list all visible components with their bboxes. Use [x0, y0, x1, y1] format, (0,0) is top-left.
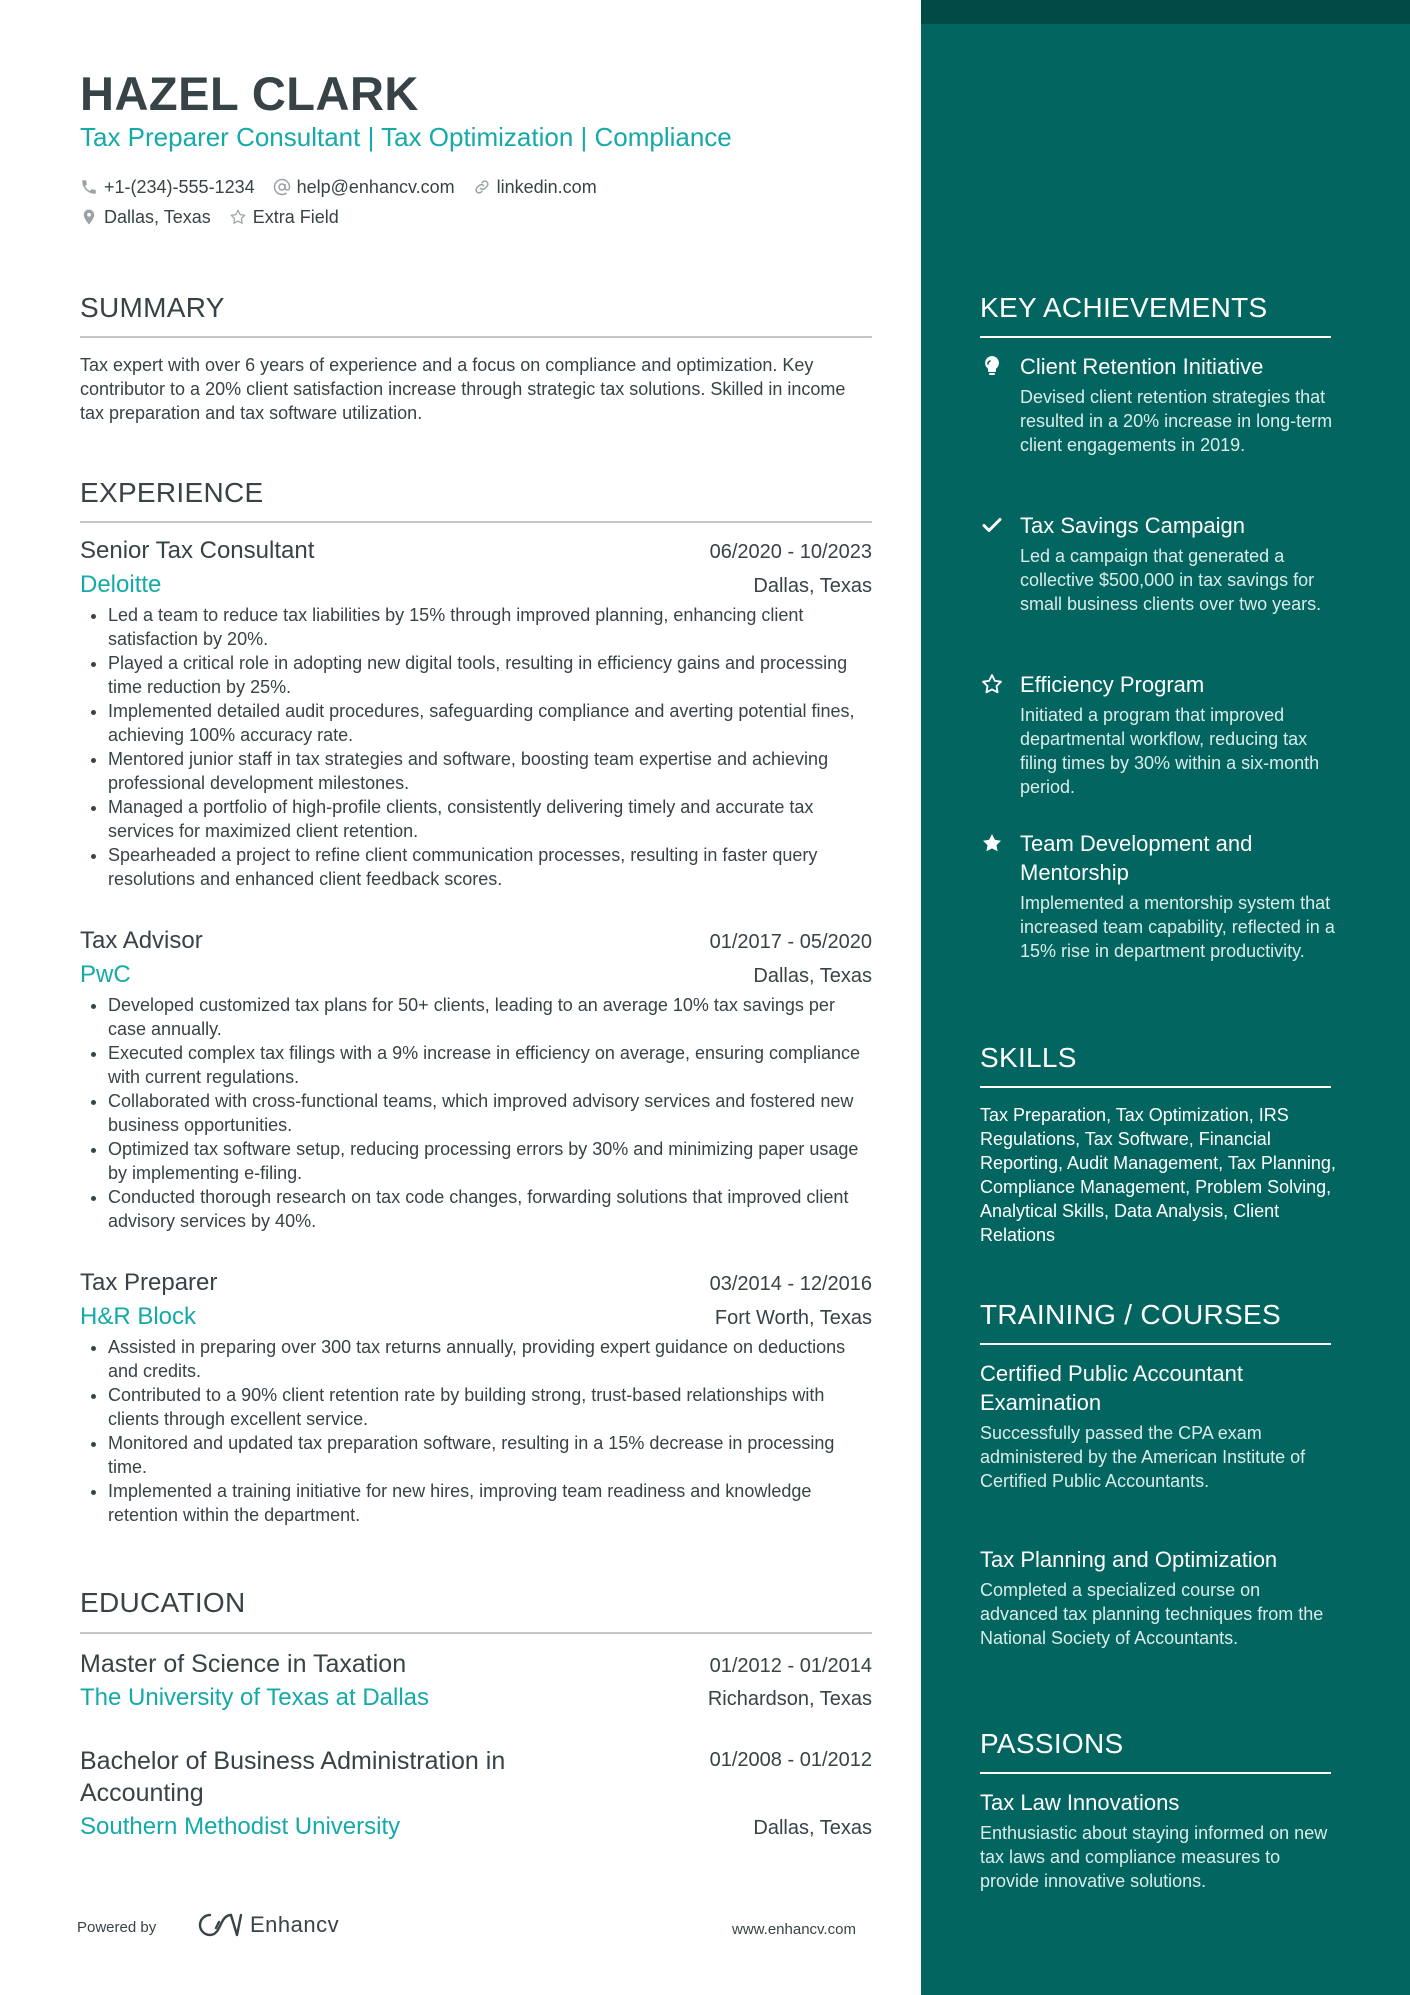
job-dates: 06/2020 - 10/2023	[709, 541, 872, 563]
skills-heading: SKILLS	[980, 1042, 1077, 1073]
course-item	[980, 1359, 1340, 1493]
extra-text: Extra Field	[252, 206, 339, 227]
achievement-item	[980, 670, 1340, 799]
job-bullet: • Executed complex tax filings with a 9% increase in efficiency on average, ensuring compliance with current regulations.	[108, 1041, 872, 1089]
achievement-title: Team Development and Mentorship	[1020, 831, 1253, 885]
enhancv-logo-icon	[196, 1912, 242, 1938]
enhancv-brand-text: Enhancv	[250, 1912, 340, 1937]
education-location: Richardson, Texas	[707, 1688, 872, 1710]
job-company: PwC	[80, 961, 131, 988]
achievement-item	[980, 511, 1340, 616]
achievements-divider	[980, 336, 1331, 338]
achievement-item	[980, 352, 1340, 457]
achievement-title: Efficiency Program	[1020, 672, 1205, 697]
lightbulb-icon	[980, 354, 1004, 378]
linkedin-text: linkedin.com	[496, 176, 597, 197]
job-company: H&R Block	[80, 1303, 197, 1330]
training-divider	[980, 1343, 1331, 1345]
school-name: Southern Methodist University	[80, 1813, 401, 1840]
job-bullets	[80, 1335, 872, 1527]
at-icon	[273, 178, 291, 196]
job-bullet: • Implemented a training initiative for new hires, improving team readiness and knowledge retention within the department.	[108, 1479, 872, 1527]
contact-extra	[229, 207, 339, 228]
enhancv-logo[interactable]	[196, 1912, 339, 1938]
achievements-heading: KEY ACHIEVEMENTS	[980, 292, 1268, 323]
education-entry	[80, 1745, 872, 1841]
achievement-desc: Devised client retention strategies that resulted in a 20% increase in long-term client engagements in 2019.	[1020, 387, 1333, 455]
sidebar-top-band	[921, 0, 1410, 24]
job-bullet: • Contributed to a 90% client retention rate by building strong, trust-based relationships with clients through excellent service.	[108, 1383, 872, 1431]
candidate-name: HAZEL CLARK	[80, 67, 419, 120]
job-bullet: • Assisted in preparing over 300 tax returns annually, providing expert guidance on deductions and credits.	[108, 1335, 872, 1383]
job-bullet: • Implemented detailed audit procedures, safeguarding compliance and averting potential fines, achieving 100% accuracy rate.	[108, 699, 872, 747]
email-text: help@enhancv.com	[296, 176, 455, 197]
job-bullet: • Conducted thorough research on tax code changes, forwarding solutions that improved client advisory services by 40%.	[108, 1185, 872, 1233]
job-entry	[80, 1269, 872, 1527]
passion-desc: Enthusiastic about staying informed on new tax laws and compliance measures to provide innovative solutions.	[980, 1823, 1328, 1891]
job-bullet: • Played a critical role in adopting new digital tools, resulting in efficiency gains and processing time reduction by 25%.	[108, 651, 872, 699]
star-outline-icon	[980, 672, 1004, 696]
job-bullet: • Spearheaded a project to refine client communication processes, resulting in faster query resolutions and enhanced client feedback scores.	[108, 843, 872, 891]
job-dates: 03/2014 - 12/2016	[709, 1273, 872, 1295]
phone-text: +1-(234)-555-1234	[104, 176, 255, 197]
experience-divider	[80, 521, 872, 523]
skills-divider	[980, 1086, 1331, 1088]
education-heading: EDUCATION	[80, 1587, 246, 1618]
job-location: Dallas, Texas	[753, 575, 872, 597]
degree-title: Bachelor of Business Administration in Accounting	[80, 1747, 506, 1807]
phone-icon	[80, 178, 98, 196]
job-title: Senior Tax Consultant	[80, 537, 315, 564]
job-bullets	[80, 603, 872, 891]
passion-item	[980, 1788, 1340, 1893]
contact-info	[80, 172, 900, 232]
job-title: Tax Advisor	[80, 927, 203, 954]
star-filled-icon	[980, 831, 1004, 855]
job-bullet: • Led a team to reduce tax liabilities by 15% through improved planning, enhancing client satisfaction by 20%.	[108, 603, 872, 651]
powered-by-label: Powered by	[77, 1919, 157, 1936]
achievement-desc: Implemented a mentorship system that increased team capability, reflected in a 15% rise in department productivity.	[1020, 893, 1335, 961]
achievement-desc: Initiated a program that improved departmental workflow, reducing tax filing times by 30% within a six-month period.	[1020, 705, 1320, 797]
course-title: Certified Public Accountant Examination	[980, 1361, 1243, 1415]
link-icon	[473, 178, 491, 196]
contact-phone[interactable]	[80, 177, 255, 198]
training-heading: TRAINING / COURSES	[980, 1299, 1281, 1330]
skills-list: Tax Preparation, Tax Optimization, IRS Regulations, Tax Software, Financial Reporting, Audit Management, Tax Planning, Compliance Management, Problem Solving, Analytical Skills, Data Analysis, Client Relations	[980, 1105, 1336, 1245]
summary-heading: SUMMARY	[80, 292, 225, 323]
candidate-headline: Tax Preparer Consultant | Tax Optimization | Compliance	[80, 122, 732, 152]
summary-divider	[80, 336, 872, 338]
education-divider	[80, 1632, 872, 1634]
summary-text: Tax expert with over 6 years of experience and a focus on compliance and optimization. Key contributor to a 20% client satisfaction increase through strategic tax solutions. Skilled in income tax preparation and tax software utilization.	[80, 355, 846, 423]
job-bullet: • Managed a portfolio of high-profile clients, consistently delivering timely and accurate tax services for maximized client retention.	[108, 795, 872, 843]
passions-heading: PASSIONS	[980, 1728, 1124, 1759]
achievement-title: Client Retention Initiative	[1020, 354, 1264, 379]
achievement-desc: Led a campaign that generated a collective $500,000 in tax savings for small business clients over two years.	[1020, 546, 1322, 614]
job-bullet: • Optimized tax software setup, reducing processing errors by 30% and minimizing paper usage by implementing e-filing.	[108, 1137, 872, 1185]
job-bullet: • Monitored and updated tax preparation software, resulting in a 15% decrease in processing time.	[108, 1431, 872, 1479]
achievement-item	[980, 829, 1340, 963]
star-icon	[229, 208, 247, 226]
job-location: Dallas, Texas	[753, 965, 872, 987]
course-desc: Completed a specialized course on advanced tax planning techniques from the National Society of Accountants.	[980, 1580, 1324, 1648]
location-pin-icon	[80, 208, 98, 226]
job-bullet: • Developed customized tax plans for 50+ clients, leading to an average 10% tax savings per case annually.	[108, 993, 872, 1041]
education-dates: 01/2008 - 01/2012	[709, 1749, 872, 1771]
course-item	[980, 1545, 1340, 1650]
education-dates: 01/2012 - 01/2014	[709, 1655, 872, 1677]
job-location: Fort Worth, Texas	[714, 1307, 872, 1329]
education-entry	[80, 1648, 872, 1712]
job-company: Deloitte	[80, 571, 162, 598]
job-entry	[80, 927, 872, 1233]
job-bullet: • Collaborated with cross-functional teams, which improved advisory services and fostered new business opportunities.	[108, 1089, 872, 1137]
degree-title: Master of Science in Taxation	[80, 1650, 407, 1678]
education-location: Dallas, Texas	[753, 1817, 872, 1839]
course-title: Tax Planning and Optimization	[980, 1547, 1278, 1572]
passions-divider	[980, 1772, 1331, 1774]
job-title: Tax Preparer	[80, 1269, 218, 1296]
contact-linkedin[interactable]	[473, 177, 597, 198]
check-icon	[980, 513, 1004, 537]
school-name: The University of Texas at Dallas	[80, 1684, 430, 1711]
location-text: Dallas, Texas	[104, 206, 211, 227]
job-bullet: • Mentored junior staff in tax strategies and software, boosting team expertise and achieving professional development milestones.	[108, 747, 872, 795]
course-desc: Successfully passed the CPA exam administered by the American Institute of Certified Public Accountants.	[980, 1423, 1306, 1491]
job-dates: 01/2017 - 05/2020	[709, 931, 872, 953]
contact-location	[80, 207, 211, 228]
job-entry	[80, 537, 872, 891]
passion-title: Tax Law Innovations	[980, 1790, 1180, 1815]
contact-email[interactable]	[273, 177, 455, 198]
job-bullets	[80, 993, 872, 1233]
footer-url[interactable]: www.enhancv.com	[732, 1921, 856, 1938]
achievement-title: Tax Savings Campaign	[1020, 513, 1246, 538]
experience-heading: EXPERIENCE	[80, 477, 264, 508]
